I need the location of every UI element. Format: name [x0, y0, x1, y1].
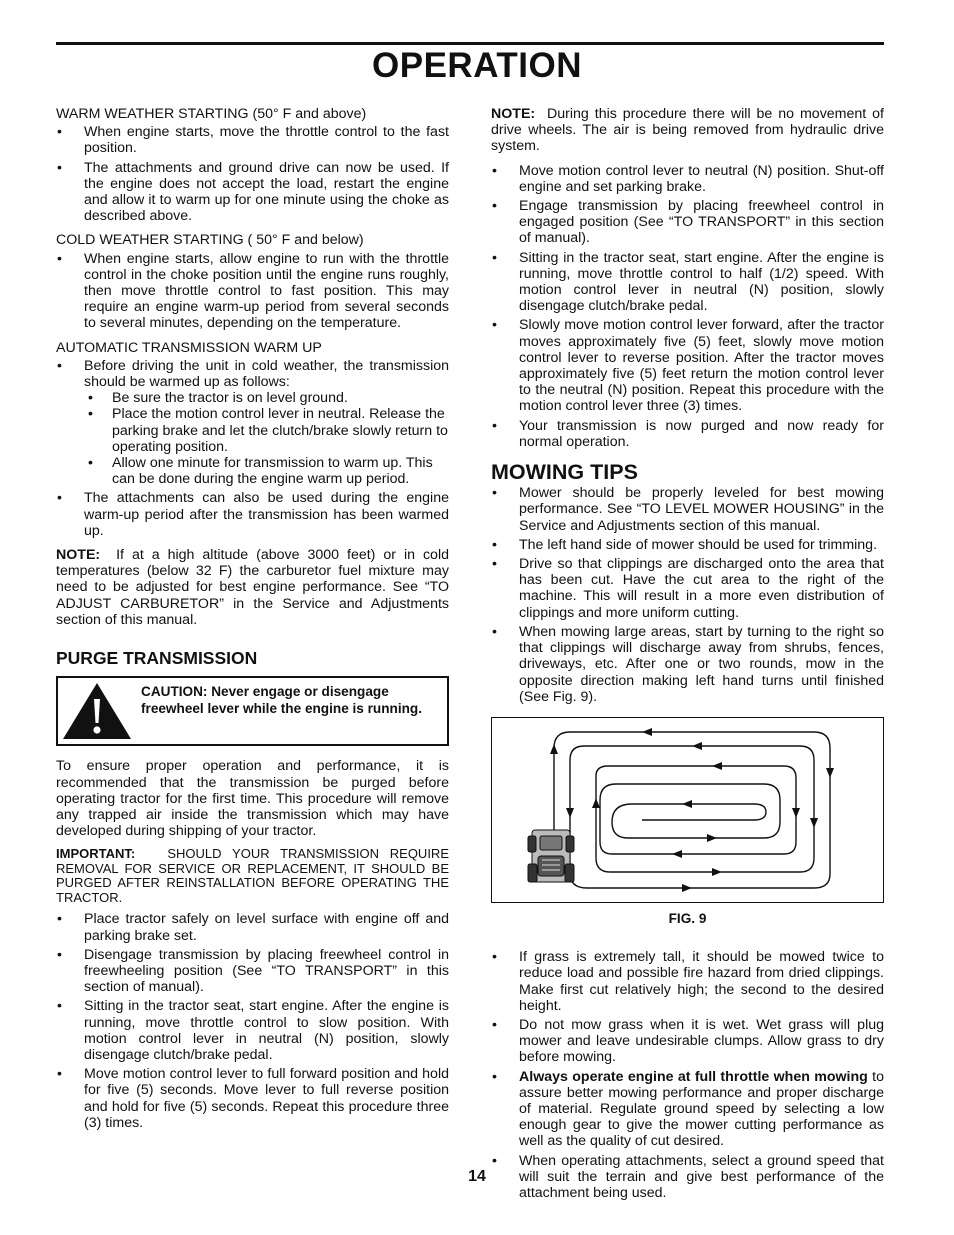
page-title: OPERATION — [372, 46, 582, 85]
list-item: • When engine starts, allow engine to run with the throttle control in the choke position until the engine runs roughly, then move throttle control to fast position. This may require an engine warm-up period from several seconds to several minutes, depending on the temperature. — [56, 251, 449, 332]
caution-box — [56, 676, 449, 746]
sub-list-item: • Place the motion control lever in neutral. Release the parking brake and let the clutch/brake slowly return to operating position. — [84, 406, 449, 455]
sub-list — [84, 390, 449, 487]
list-item: • The attachments and ground drive can now be used. If the engine does not accept the load, restart the engine and allow it to warm up for one minute using the choke as described above. — [56, 160, 449, 225]
list-item: • Engage transmission by placing freewheel control in engaged position (See “TO TRANSPORT” in this section of manual). — [491, 198, 884, 247]
list-item: • Your transmission is now purged and now ready for normal operation. — [491, 418, 884, 450]
purge-steps-list — [56, 911, 449, 1131]
left-column — [56, 106, 449, 1139]
header-rule — [56, 42, 884, 45]
tractor-icon — [528, 830, 574, 882]
list-item: • When mowing large areas, start by turning to the right so that clippings will discharge away from shrubs, fences, driveways, etc. After one or two rounds, mow in the opposite direction making left hand turns until finished (See Fig. 9). — [491, 624, 884, 705]
cold-weather-heading: COLD WEATHER STARTING ( 50° F and below) — [56, 232, 364, 249]
note-text: If at a high altitude (above 3000 feet) or in cold temperatures (below 32 F) the carburetor fuel mixture may need to be adjusted for best engine performance. See “TO ADJUST CARBURETOR” in the Service and Adjustments section of this manual. — [56, 547, 449, 628]
list-item: • When engine starts, move the throttle control to the fast position. — [56, 124, 449, 156]
sub-list-item: • Be sure the tractor is on level ground. — [84, 390, 449, 406]
important-text: SHOULD YOUR TRANSMISSION REQUIRE REMOVAL FOR SERVICE OR REPLACEMENT, IT SHOULD BE PURGED AFTER REINSTALLATION BEFORE OPERATING THE TRACTOR. — [56, 846, 449, 905]
additional-tips-list — [491, 949, 884, 1201]
list-item: • Sitting in the tractor seat, start engine. After the engine is running, move throttle control to half (1/2) speed. With motion control lever in neutral (N) position, slowly disengage clutch/brake pedal. — [491, 250, 884, 315]
auto-transmission-heading: AUTOMATIC TRANSMISSION WARM UP — [56, 339, 322, 356]
throttle-text: to assure better mowing performance and proper discharge of material. Regulate ground speed by selecting a low enough gear to give the mower cutting performance as well as the quality of cut desired. — [519, 1068, 884, 1150]
note-label: NOTE: — [491, 106, 536, 122]
list-item: • Drive so that clippings are discharged onto the area that has been cut. Have the cut area to the right of the machine. This will result in a more even distribution of clippings and more uniform cutting. — [491, 556, 884, 621]
warning-triangle-icon — [61, 681, 133, 741]
list-item — [56, 358, 449, 488]
caution-text: CAUTION: Never engage or disengage freewheel lever while the engine is running. — [141, 684, 423, 717]
list-item: • Move motion control lever to full forward position and hold for five (5) seconds. Move lever to full reverse position and hold for five (5) seconds. Repeat this procedure three (3) times. — [56, 1066, 449, 1131]
mowing-tips-list — [491, 485, 884, 705]
warm-weather-heading: WARM WEATHER STARTING (50° F and above) — [56, 106, 367, 122]
mowing-pattern-figure — [491, 717, 884, 903]
purge-transmission-heading: PURGE TRANSMISSION — [56, 648, 258, 669]
figure-caption: FIG. 9 — [668, 910, 707, 926]
warm-weather-list — [56, 124, 449, 224]
important-notice — [56, 847, 449, 905]
list-item: • Disengage transmission by placing freewheel control in freewheeling position (See “TO TRANSPORT” in this section of manual). — [56, 947, 449, 996]
list-item: • Sitting in the tractor seat, start engine. After the engine is running, move throttle control to slow position. With motion control lever in neutral (N) position, slowly disengage clutch/brake pedal. — [56, 998, 449, 1063]
list-item: • Move motion control lever to neutral (N) position. Shut-off engine and set parking brake. — [491, 163, 884, 195]
list-item: • Slowly move motion control lever forward, after the tractor moves approximately five (5) feet, slowly move motion control lever to reverse position. After the tractor moves approximately five (5) feet return the motion control lever to the neutral (N) position. Repeat this procedure with the motion control lever three (3) times. — [491, 317, 884, 414]
altitude-note — [56, 547, 449, 628]
cold-weather-list — [56, 251, 449, 332]
purge-paragraph: To ensure proper operation and performance, it is recommended that the transmission be purged before operating tractor for the first time. This procedure will remove any trapped air inside the transmission which may have developed during shipping of your tractor. — [56, 758, 449, 840]
mowing-pattern-diagram — [492, 718, 882, 899]
right-column — [491, 106, 884, 1209]
hydraulic-note — [491, 106, 884, 155]
important-label: IMPORTANT: — [56, 846, 136, 862]
list-item-text: Before driving the unit in cold weather, the transmission should be warmed up as follows: — [84, 357, 449, 391]
list-item: • The attachments can also be used during the engine warm-up period after the transmission has been warmed up. — [56, 490, 449, 539]
auto-transmission-list — [56, 358, 449, 539]
purge-steps-continued-list — [491, 163, 884, 450]
list-item: • Mower should be properly leveled for best mowing performance. See “TO LEVEL MOWER HOUSING” in the Service and Adjustments section of this manual. — [491, 485, 884, 534]
list-item: • Place tractor safely on level surface with engine off and parking brake set. — [56, 911, 449, 943]
note-label: NOTE: — [56, 547, 101, 564]
list-item: • Do not mow grass when it is wet. Wet grass will plug mower and leave undesirable clumps. Allow grass to dry before mowing. — [491, 1017, 884, 1066]
note-text: During this procedure there will be no movement of drive wheels. The air is being removed from hydraulic drive system. — [491, 106, 884, 155]
list-item: • The left hand side of mower should be used for trimming. — [491, 537, 884, 553]
list-item: • When operating attachments, select a ground speed that will suit the terrain and give best performance of the attachment being used. — [491, 1153, 884, 1202]
list-item — [491, 1069, 884, 1150]
sub-list-item: • Allow one minute for transmission to warm up. This can be done during the engine warm up period. — [84, 455, 449, 487]
page-number: 14 — [468, 1168, 486, 1185]
mowing-tips-heading: MOWING TIPS — [491, 460, 638, 485]
list-item: • If grass is extremely tall, it should be mowed twice to reduce load and possible fire hazard from dried clippings. Make first cut relatively high; the second to the desired height. — [491, 949, 884, 1014]
throttle-bold-text: Always operate engine at full throttle when mowing — [519, 1068, 868, 1085]
